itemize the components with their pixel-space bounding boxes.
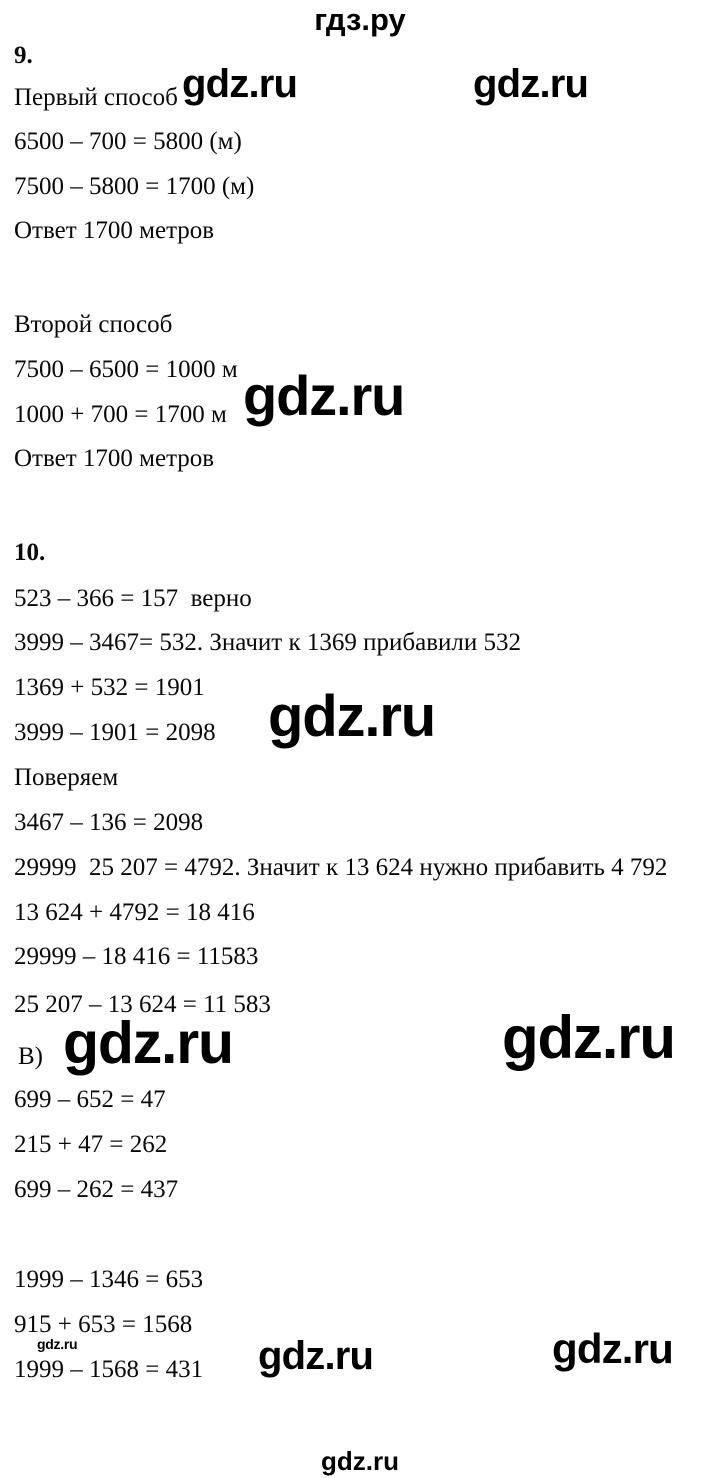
equation-line: 7500 – 6500 = 1000 м (14, 356, 238, 383)
equation-line: 25 207 – 13 624 = 11 583 (14, 991, 271, 1018)
equation-line: 29999 25 207 = 4792. Значит к 13 624 нужно прибавить 4 792 (14, 854, 668, 881)
equation-line: 6500 – 700 = 5800 (м) (14, 128, 242, 155)
equation-line: 7500 – 5800 = 1700 (м) (14, 173, 255, 200)
equation-line: 215 + 47 = 262 (14, 1131, 168, 1158)
equation-line: 29999 – 18 416 = 11583 (14, 943, 259, 970)
equation-line: 699 – 262 = 437 (14, 1176, 179, 1203)
watermark-gdz-logo: gdz.ru (502, 1004, 675, 1071)
watermark-gdz-logo: gdz.ru (37, 1336, 78, 1352)
equation-line: 1369 + 532 = 1901 (14, 674, 205, 701)
watermark-gdz-logo: gdz.ru (552, 1325, 673, 1372)
equation-line: 1000 + 700 = 1700 м (14, 401, 227, 428)
watermark-gdz-logo: gdz.ru (473, 62, 589, 106)
equation-line: 1999 – 1568 = 431 (14, 1356, 204, 1383)
part-b-label: В) (18, 1043, 43, 1070)
watermark-gdz-logo: gdz.ru (243, 364, 405, 427)
answer-line: Ответ 1700 метров (14, 445, 215, 472)
check-title: Поверяем (14, 764, 119, 791)
site-header-logo: гдз.ру (314, 2, 406, 37)
method1-title: Первый способ (14, 84, 178, 111)
watermark-gdz-logo: gdz.ru (268, 684, 436, 749)
equation-line: 3999 – 3467= 532. Значит к 1369 прибавили 532 (14, 629, 521, 656)
problem10-number: 10. (14, 539, 46, 566)
equation-line: 13 624 + 4792 = 18 416 (14, 899, 255, 926)
method2-title: Второй способ (14, 311, 173, 338)
watermark-gdz-logo: gdz.ru (182, 62, 298, 106)
watermark-gdz-logo: gdz.ru (63, 1010, 233, 1076)
equation-line: 523 – 366 = 157 верно (14, 585, 252, 612)
answer-line: Ответ 1700 метров (14, 217, 215, 244)
watermark-gdz-logo: gdz.ru (258, 1334, 374, 1378)
equation-line: 1999 – 1346 = 653 (14, 1266, 204, 1293)
equation-line: 3999 – 1901 = 2098 (14, 719, 216, 746)
equation-line: 915 + 653 = 1568 (14, 1311, 193, 1338)
equation-line: 699 – 652 = 47 (14, 1086, 166, 1113)
problem9-number: 9. (14, 42, 33, 69)
site-footer-logo: gdz.ru (321, 1446, 399, 1476)
equation-line: 3467 – 136 = 2098 (14, 809, 204, 836)
